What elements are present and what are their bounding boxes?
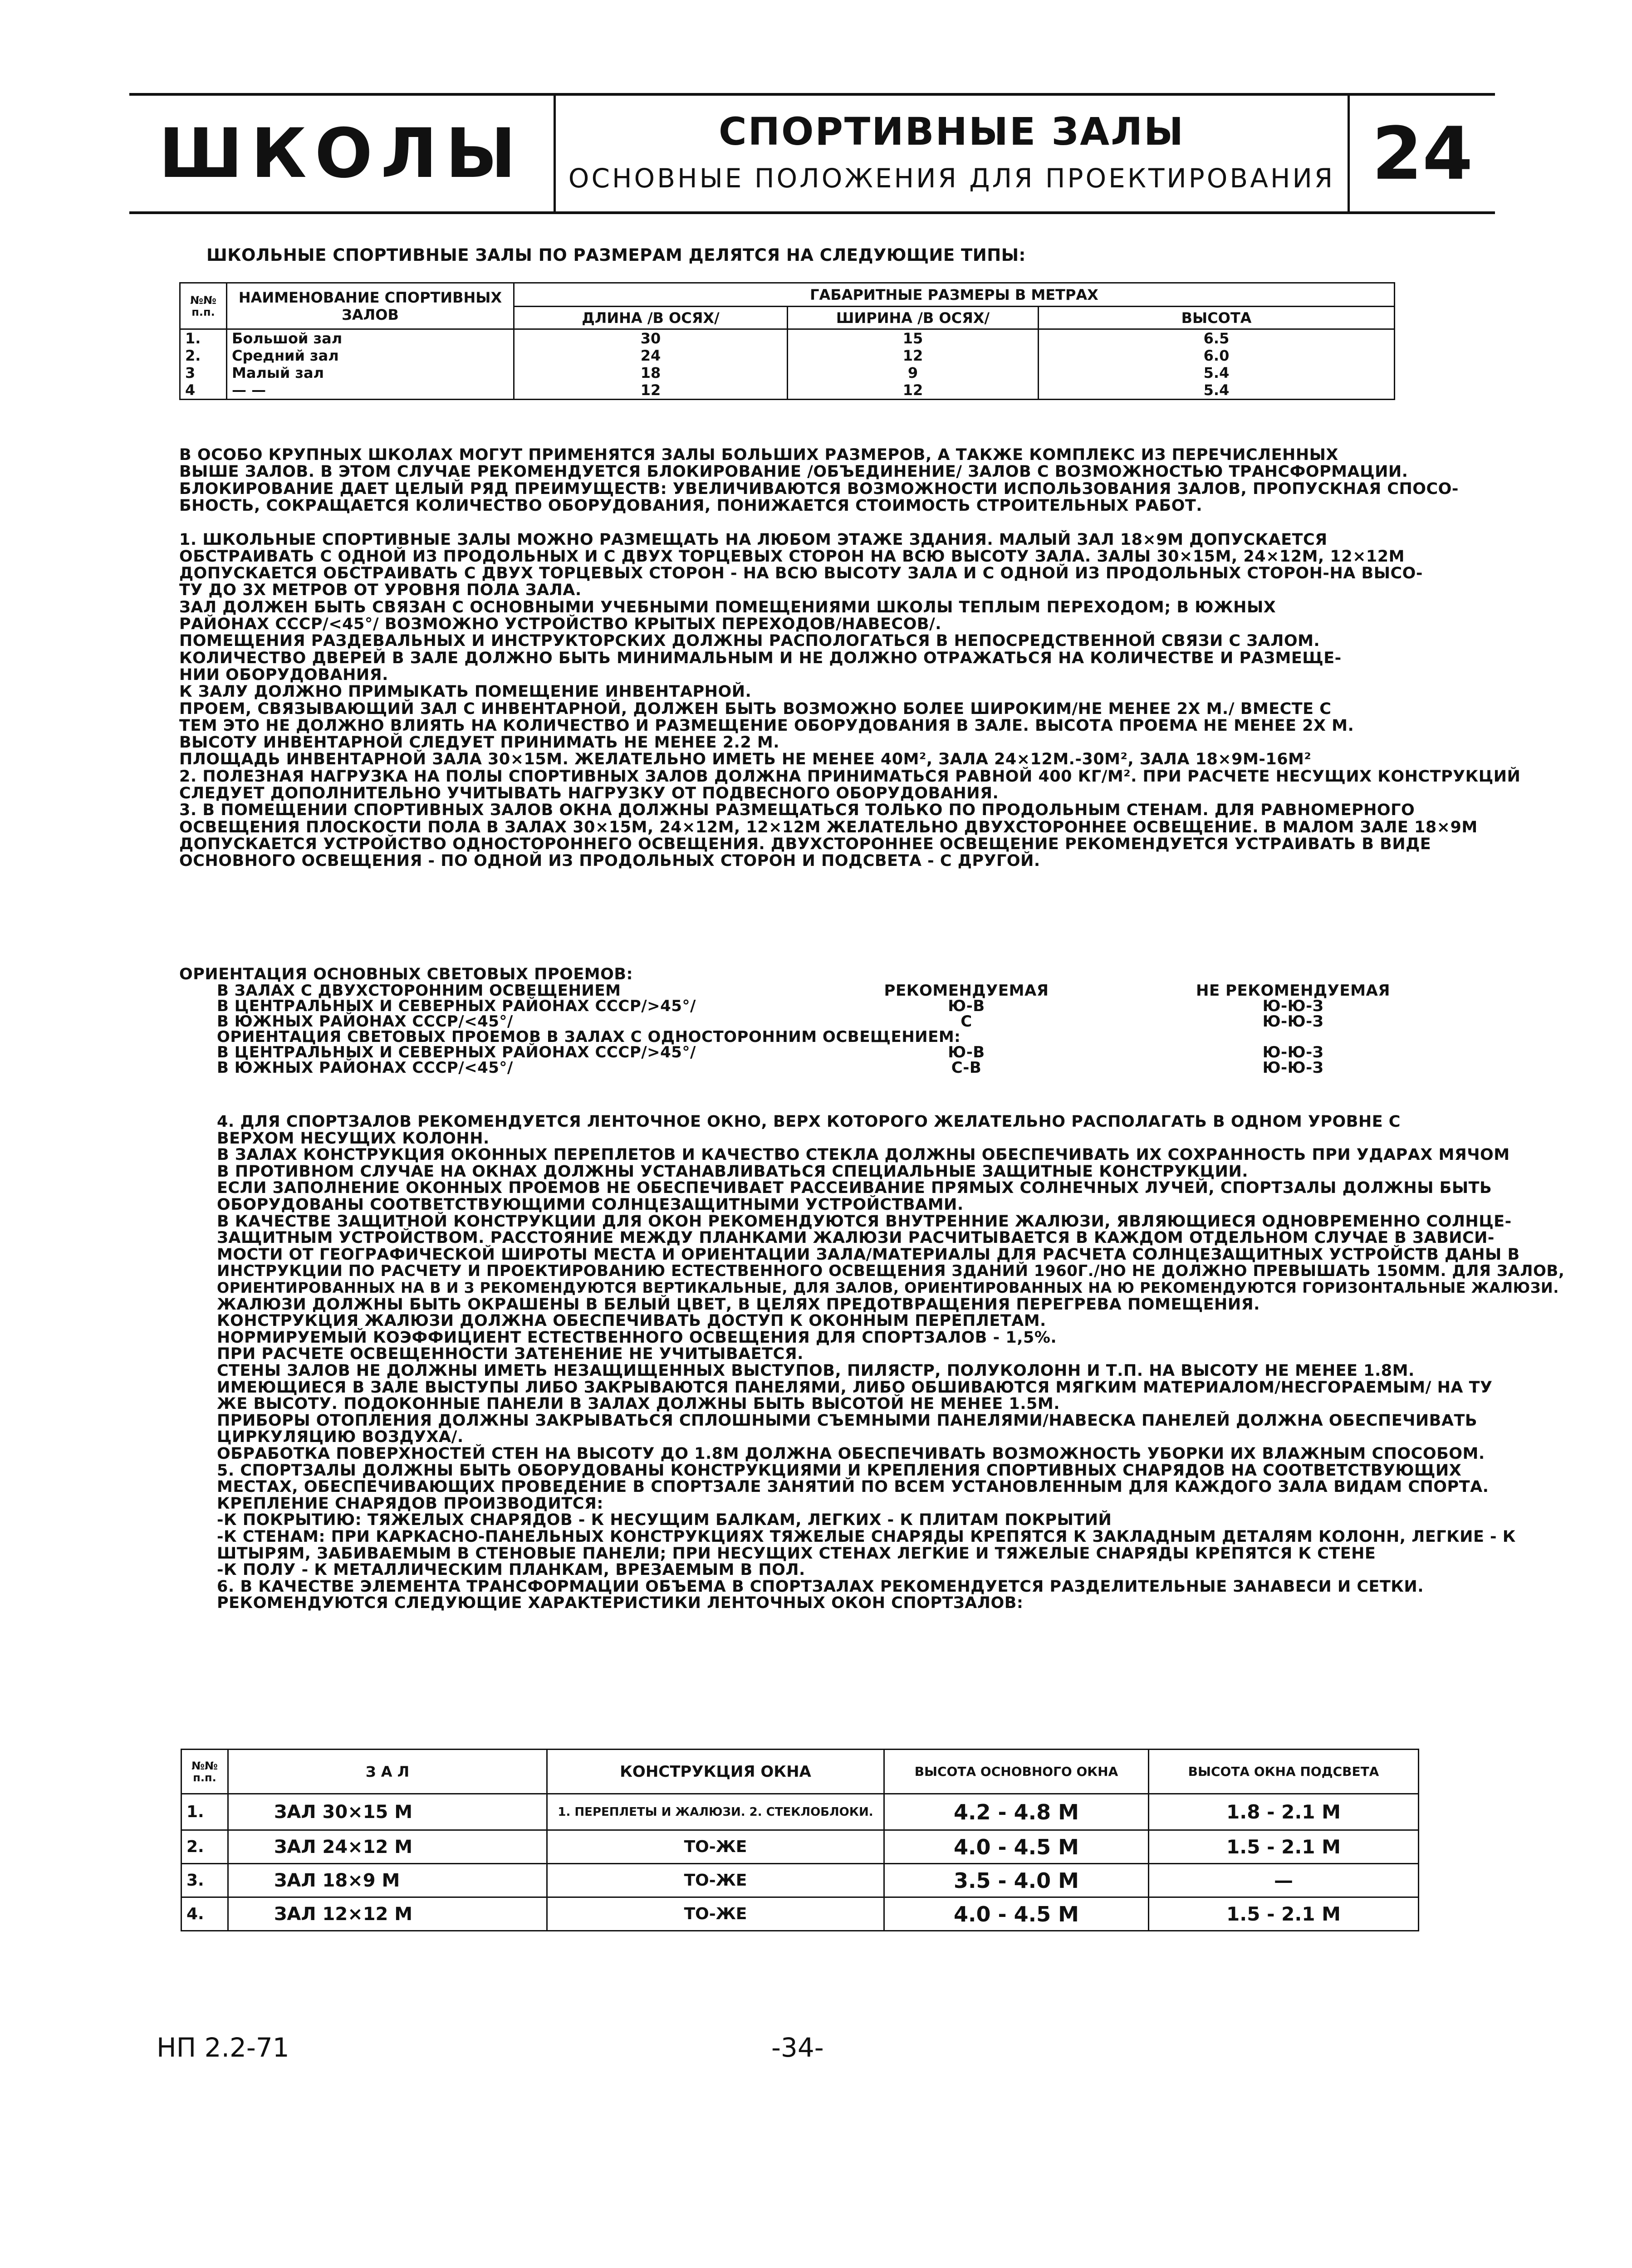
text-line: ПРИ РАСЧЕТЕ ОСВЕЩЕННОСТИ ЗАТЕНЕНИЕ НЕ УЧИТЫВАЕТСЯ. bbox=[217, 1345, 804, 1364]
cell-length: 24 bbox=[514, 347, 788, 364]
cell-main-height: 4.0 - 4.5 М bbox=[884, 1830, 1149, 1864]
col-header-length: ДЛИНА /В ОСЯХ/ bbox=[514, 307, 788, 329]
cell-length: 30 bbox=[514, 329, 788, 347]
orientation-cell: Ю-В bbox=[948, 997, 985, 1015]
cell-construction: ТО-ЖЕ bbox=[547, 1864, 884, 1897]
orientation-cell: В ЮЖНЫХ РАЙОНАХ СССР/<45°/ bbox=[217, 1059, 513, 1077]
text-line: 1. ШКОЛЬНЫЕ СПОРТИВНЫЕ ЗАЛЫ МОЖНО РАЗМЕЩАТЬ НА ЛЮБОМ ЭТАЖЕ ЗДАНИЯ. МАЛЫЙ ЗАЛ 18×9М ДОПУСКАЕТСЯ bbox=[179, 530, 1328, 549]
text-line: -К СТЕНАМ: ПРИ КАРКАСНО-ПАНЕЛЬНЫХ КОНСТРУКЦИЯХ ТЯЖЕЛЫЕ СНАРЯДЫ КРЕПЯТСЯ К ЗАКЛАДНЫМ ДЕТАЛЯМ КОЛОНН, ЛЕГКИЕ - К bbox=[217, 1528, 1516, 1546]
text-line: ОРИЕНТИРОВАННЫХ НА В И З РЕКОМЕНДУЮТСЯ ВЕРТИКАЛЬНЫЕ, ДЛЯ ЗАЛОВ, ОРИЕНТИРОВАННЫХ НА Ю РЕКОМЕНДУЮТСЯ ГОРИЗОНТАЛЬНЫЕ ЖАЛЮЗИ. bbox=[217, 1279, 1559, 1296]
cell-hall: ЗАЛ 18×9 М bbox=[228, 1864, 547, 1897]
text-line: В КАЧЕСТВЕ ЗАЩИТНОЙ КОНСТРУКЦИИ ДЛЯ ОКОН РЕКОМЕНДУЮТСЯ ВНУТРЕННИЕ ЖАЛЮЗИ, ЯВЛЯЮЩИЕСЯ ОДНОВРЕМЕННО СОЛНЦЕ- bbox=[217, 1212, 1512, 1231]
cell-sub-height: 1.5 - 2.1 М bbox=[1149, 1897, 1419, 1931]
text-line: ПЛОЩАДЬ ИНВЕНТАРНОЙ ЗАЛА 30×15М. ЖЕЛАТЕЛЬНО ИМЕТЬ НЕ МЕНЕЕ 40М², ЗАЛА 24×12М.-30М², ЗАЛА 18×9М-16М² bbox=[179, 750, 1312, 769]
cell-hall: ЗАЛ 30×15 М bbox=[228, 1794, 547, 1830]
col-header-height: ВЫСОТА bbox=[1039, 307, 1395, 329]
cell-length: 18 bbox=[514, 364, 788, 381]
col-header-group: ГАБАРИТНЫЕ РАЗМЕРЫ В МЕТРАХ bbox=[514, 283, 1395, 307]
orientation-cell: Ю-Ю-З bbox=[1262, 997, 1324, 1015]
text-line: 2. ПОЛЕЗНАЯ НАГРУЗКА НА ПОЛЫ СПОРТИВНЫХ ЗАЛОВ ДОЛЖНА ПРИНИМАТЬСЯ РАВНОЙ 400 КГ/М². ПРИ РАСЧЕТЕ НЕСУЩИХ КОНСТРУКЦИЙ bbox=[179, 767, 1521, 786]
orientation-cell: В ЮЖНЫХ РАЙОНАХ СССР/<45°/ bbox=[217, 1012, 513, 1031]
col-header-main-height: ВЫСОТА ОСНОВНОГО ОКНА bbox=[884, 1750, 1149, 1794]
orientation-cell: В ЦЕНТРАЛЬНЫХ И СЕВЕРНЫХ РАЙОНАХ СССР/>45°/ bbox=[217, 1043, 696, 1061]
orientation-cell: НЕ РЕКОМЕНДУЕМАЯ bbox=[1196, 982, 1390, 1000]
text-line: ВЕРХОМ НЕСУЩИХ КОЛОНН. bbox=[217, 1129, 490, 1148]
col-header-construction: КОНСТРУКЦИЯ ОКНА bbox=[547, 1750, 884, 1794]
intro-text: ШКОЛЬНЫЕ СПОРТИВНЫЕ ЗАЛЫ ПО РАЗМЕРАМ ДЕЛЯТСЯ НА СЛЕДУЮЩИЕ ТИПЫ: bbox=[206, 245, 1026, 265]
hall-types-table bbox=[179, 282, 1395, 400]
cell-num: 1. bbox=[180, 329, 227, 347]
cell-sub-height: — bbox=[1149, 1864, 1419, 1897]
text-line: ПРИБОРЫ ОТОПЛЕНИЯ ДОЛЖНЫ ЗАКРЫВАТЬСЯ СПЛОШНЫМИ СЪЕМНЫМИ ПАНЕЛЯМИ/НАВЕСКА ПАНЕЛЕЙ ДОЛЖНА ОБЕСПЕЧИВАТЬ bbox=[217, 1411, 1478, 1430]
col-header-num: №№ п.п. bbox=[181, 1750, 228, 1794]
title-block bbox=[129, 93, 1495, 214]
text-line: ОСНОВНОГО ОСВЕЩЕНИЯ - ПО ОДНОЙ ИЗ ПРОДОЛЬНЫХ СТОРОН И ПОДСВЕТА - С ДРУГОЙ. bbox=[179, 852, 1040, 870]
table-row bbox=[180, 381, 1395, 400]
orientation-cell: РЕКОМЕНДУЕМАЯ bbox=[884, 982, 1049, 1000]
orientation-cell: Ю-В bbox=[948, 1043, 985, 1061]
page-subtitle: ОСНОВНЫЕ ПОЛОЖЕНИЯ ДЛЯ ПРОЕКТИРОВАНИЯ bbox=[568, 163, 1335, 194]
table-row bbox=[181, 1897, 1419, 1931]
text-line: ЖЕ ВЫСОТУ. ПОДОКОННЫЕ ПАНЕЛИ В ЗАЛАХ ДОЛЖНЫ БЫТЬ ВЫСОТОЙ НЕ МЕНЕЕ 1.5М. bbox=[217, 1395, 1060, 1413]
text-line: ОБОРУДОВАНЫ СООТВЕТСТВУЮЩИМИ СОЛНЦЕЗАЩИТНЫМИ УСТРОЙСТВАМИ. bbox=[217, 1196, 964, 1214]
text-line: 3. В ПОМЕЩЕНИИ СПОРТИВНЫХ ЗАЛОВ ОКНА ДОЛЖНЫ РАЗМЕЩАТЬСЯ ТОЛЬКО ПО ПРОДОЛЬНЫМ СТЕНАМ. ДЛЯ РАВНОМЕРНОГО bbox=[179, 801, 1415, 820]
title-area bbox=[556, 96, 1348, 211]
text-line: ВЫШЕ ЗАЛОВ. В ЭТОМ СЛУЧАЕ РЕКОМЕНДУЕТСЯ БЛОКИРОВАНИЕ /ОБЪЕДИНЕНИЕ/ ЗАЛОВ С ВОЗМОЖНОСТЬЮ ТРАНСФОРМАЦИИ. bbox=[179, 463, 1408, 481]
orientation-cell: Ю-Ю-З bbox=[1262, 1043, 1324, 1061]
text-line: ШТЫРЯМ, ЗАБИВАЕМЫМ В СТЕНОВЫЕ ПАНЕЛИ; ПРИ НЕСУЩИХ СТЕНАХ ЛЕГКИЕ И ТЯЖЕЛЫЕ СНАРЯДЫ КРЕПЯТСЯ К СТЕНЕ bbox=[217, 1544, 1376, 1563]
col-header-name: НАИМЕНОВАНИЕ СПОРТИВНЫХ ЗАЛОВ bbox=[227, 283, 514, 329]
cell-name: Большой зал bbox=[227, 329, 514, 347]
cell-width: 15 bbox=[788, 329, 1039, 347]
window-characteristics-table bbox=[181, 1749, 1419, 1931]
cell-main-height: 3.5 - 4.0 М bbox=[884, 1864, 1149, 1897]
text-line: БЛОКИРОВАНИЕ ДАЕТ ЦЕЛЫЙ РЯД ПРЕИМУЩЕСТВ: УВЕЛИЧИВАЮТСЯ ВОЗМОЖНОСТИ ИСПОЛЬЗОВАНИЯ ЗАЛОВ, ПРОПУСКНАЯ СПОСО- bbox=[179, 479, 1459, 498]
orientation-cell: Ю-Ю-З bbox=[1262, 1012, 1324, 1031]
text-line: ИМЕЮЩИЕСЯ В ЗАЛЕ ВЫСТУПЫ ЛИБО ЗАКРЫВАЮТСЯ ПАНЕЛЯМИ, ЛИБО ОБШИВАЮТСЯ МЯГКИМ МАТЕРИАЛОМ/НЕСГОРАЕМЫМ/ НА ТУ bbox=[217, 1378, 1493, 1397]
cell-num: 2. bbox=[181, 1830, 228, 1864]
text-line: В ПРОТИВНОМ СЛУЧАЕ НА ОКНАХ ДОЛЖНЫ УСТАНАВЛИВАТЬСЯ СПЕЦИАЛЬНЫЕ ЗАЩИТНЫЕ КОНСТРУКЦИИ. bbox=[217, 1162, 1249, 1181]
cell-main-height: 4.2 - 4.8 М bbox=[884, 1794, 1149, 1830]
cell-length: 12 bbox=[514, 381, 788, 400]
text-line: 5. СПОРТЗАЛЫ ДОЛЖНЫ БЫТЬ ОБОРУДОВАНЫ КОНСТРУКЦИЯМИ И КРЕПЛЕНИЯ СПОРТИВНЫХ СНАРЯДОВ НА СООТВЕТСТВУЮЩИХ bbox=[217, 1461, 1462, 1480]
text-line: ОБРАБОТКА ПОВЕРХНОСТЕЙ СТЕН НА ВЫСОТУ ДО 1.8М ДОЛЖНА ОБЕСПЕЧИВАТЬ ВОЗМОЖНОСТЬ УБОРКИ ИХ ВЛАЖНЫМ СПОСОБОМ. bbox=[217, 1445, 1485, 1463]
orientation-title: ОРИЕНТАЦИЯ ОСНОВНЫХ СВЕТОВЫХ ПРОЕМОВ: bbox=[179, 965, 633, 983]
text-line: ЖАЛЮЗИ ДОЛЖНЫ БЫТЬ ОКРАШЕНЫ В БЕЛЫЙ ЦВЕТ, В ЦЕЛЯХ ПРЕДОТВРАЩЕНИЯ ПЕРЕГРЕВА ПОМЕЩЕНИЯ. bbox=[217, 1295, 1260, 1314]
text-line: ИНСТРУКЦИИ ПО РАСЧЕТУ И ПРОЕКТИРОВАНИЮ ЕСТЕСТВЕННОГО ОСВЕЩЕНИЯ ЗДАНИЙ 1960Г./НО НЕ ДОЛЖНО ПРЕВЫШАТЬ 150ММ. ДЛЯ ЗАЛОВ, bbox=[217, 1262, 1565, 1281]
table-row bbox=[181, 1794, 1419, 1830]
text-line: ЗАЩИТНЫМ УСТРОЙСТВОМ. РАССТОЯНИЕ МЕЖДУ ПЛАНКАМИ ЖАЛЮЗИ РАСЧИТЫВАЕТСЯ В КАЖДОМ ОТДЕЛЬНОМ СЛУЧАЕ В ЗАВИСИ- bbox=[217, 1229, 1495, 1247]
table-row bbox=[180, 329, 1395, 347]
text-line: В ЗАЛАХ КОНСТРУКЦИЯ ОКОННЫХ ПЕРЕПЛЕТОВ И КАЧЕСТВО СТЕКЛА ДОЛЖНЫ ОБЕСПЕЧИВАТЬ ИХ СОХРАННОСТЬ ПРИ УДАРАХ МЯЧОМ bbox=[217, 1146, 1510, 1164]
text-line: НОРМИРУЕМЫЙ КОЭФФИЦИЕНТ ЕСТЕСТВЕННОГО ОСВЕЩЕНИЯ ДЛЯ СПОРТЗАЛОВ - 1,5%. bbox=[217, 1328, 1057, 1347]
orientation-cell: В ЦЕНТРАЛЬНЫХ И СЕВЕРНЫХ РАЙОНАХ СССР/>45°/ bbox=[217, 997, 696, 1015]
orientation-cell: Ю-Ю-З bbox=[1262, 1059, 1324, 1077]
cell-num: 2. bbox=[180, 347, 227, 364]
cell-name: Средний зал bbox=[227, 347, 514, 364]
table-row bbox=[181, 1830, 1419, 1864]
text-line: БНОСТЬ, СОКРАЩАЕТСЯ КОЛИЧЕСТВО ОБОРУДОВАНИЯ, ПОНИЖАЕТСЯ СТОИМОСТЬ СТРОИТЕЛЬНЫХ РАБОТ. bbox=[179, 496, 1203, 515]
text-line: ЦИРКУЛЯЦИЮ ВОЗДУХА/. bbox=[217, 1428, 464, 1447]
cell-num: 4. bbox=[181, 1897, 228, 1931]
cell-height: 6.0 bbox=[1039, 347, 1395, 364]
text-line: КРЕПЛЕНИЕ СНАРЯДОВ ПРОИЗВОДИТСЯ: bbox=[217, 1494, 603, 1513]
text-line: В ОСОБО КРУПНЫХ ШКОЛАХ МОГУТ ПРИМЕНЯТСЯ ЗАЛЫ БОЛЬШИХ РАЗМЕРОВ, А ТАКЖЕ КОМПЛЕКС ИЗ ПЕРЕЧИСЛЕННЫХ bbox=[179, 446, 1338, 464]
page-number: -34- bbox=[771, 2032, 824, 2063]
text-line: ПОМЕЩЕНИЯ РАЗДЕВАЛЬНЫХ И ИНСТРУКТОРСКИХ ДОЛЖНЫ РАСПОЛОГАТЬСЯ В НЕПОСРЕДСТВЕННОЙ СВЯЗИ С ЗАЛОМ. bbox=[179, 632, 1320, 650]
text-line: ТЕМ ЭТО НЕ ДОЛЖНО ВЛИЯТЬ НА КОЛИЧЕСТВО И РАЗМЕЩЕНИЕ ОБОРУДОВАНИЯ В ЗАЛЕ. ВЫСОТА ПРОЕМА НЕ МЕНЕЕ 2Х М. bbox=[179, 716, 1354, 735]
document-code: НП 2.2-71 bbox=[157, 2032, 289, 2063]
col-header-num: №№ п.п. bbox=[180, 283, 227, 329]
text-line: 6. В КАЧЕСТВЕ ЭЛЕМЕНТА ТРАНСФОРМАЦИИ ОБЪЕМА В СПОРТЗАЛАХ РЕКОМЕНДУЕТСЯ РАЗДЕЛИТЕЛЬНЫЕ ЗАНАВЕСИ И СЕТКИ. bbox=[217, 1577, 1424, 1596]
cell-hall: ЗАЛ 12×12 М bbox=[228, 1897, 547, 1931]
text-line: МЕСТАХ, ОБЕСПЕЧИВАЮЩИХ ПРОВЕДЕНИЕ В СПОРТЗАЛЕ ЗАНЯТИЙ ПО ВСЕМ УСТАНОВЛЕННЫМ ДЛЯ КАЖДОГО ЗАЛА ВИДАМ СПОРТА. bbox=[217, 1478, 1489, 1496]
text-line: -К ПОЛУ - К МЕТАЛЛИЧЕСКИМ ПЛАНКАМ, ВРЕЗАЕМЫМ В ПОЛ. bbox=[217, 1561, 805, 1579]
cell-num: 4 bbox=[180, 381, 227, 400]
cell-height: 6.5 bbox=[1039, 329, 1395, 347]
cell-sub-height: 1.8 - 2.1 М bbox=[1149, 1794, 1419, 1830]
text-line: РАЙОНАХ СССР/<45°/ ВОЗМОЖНО УСТРОЙСТВО КРЫТЫХ ПЕРЕХОДОВ/НАВЕСОВ/. bbox=[179, 615, 942, 633]
cell-construction: 1. ПЕРЕПЛЕТЫ И ЖАЛЮЗИ. 2. СТЕКЛОБЛОКИ. bbox=[547, 1794, 884, 1830]
text-line: СТЕНЫ ЗАЛОВ НЕ ДОЛЖНЫ ИМЕТЬ НЕЗАЩИЩЕННЫХ ВЫСТУПОВ, ПИЛЯСТР, ПОЛУКОЛОНН И Т.П. НА ВЫСОТУ НЕ МЕНЕЕ 1.8М. bbox=[217, 1362, 1415, 1380]
orientation-cell: С-В bbox=[951, 1059, 982, 1077]
page-title: СПОРТИВНЫЕ ЗАЛЫ bbox=[719, 109, 1185, 154]
text-line: ДОПУСКАЕТСЯ УСТРОЙСТВО ОДНОСТОРОННЕГО ОСВЕЩЕНИЯ. ДВУХСТОРОННЕЕ ОСВЕЩЕНИЕ РЕКОМЕНДУЕТСЯ УСТРАИВАТЬ В ВИДЕ bbox=[179, 835, 1431, 853]
section-name: ШКОЛЫ bbox=[158, 114, 524, 193]
orientation-cell: В ЗАЛАХ С ДВУХСТОРОННИМ ОСВЕЩЕНИЕМ bbox=[217, 982, 621, 1000]
cell-num: 3 bbox=[180, 364, 227, 381]
orientation-cell: С bbox=[961, 1012, 972, 1031]
col-header-hall: З А Л bbox=[228, 1750, 547, 1794]
cell-hall: ЗАЛ 24×12 М bbox=[228, 1830, 547, 1864]
orientation-cell: ОРИЕНТАЦИЯ СВЕТОВЫХ ПРОЕМОВ В ЗАЛАХ С ОДНОСТОРОННИМ ОСВЕЩЕНИЕМ: bbox=[217, 1028, 961, 1046]
cell-sub-height: 1.5 - 2.1 М bbox=[1149, 1830, 1419, 1864]
cell-name: — — bbox=[227, 381, 514, 400]
cell-width: 12 bbox=[788, 381, 1039, 400]
cell-main-height: 4.0 - 4.5 М bbox=[884, 1897, 1149, 1931]
text-line: ТУ ДО 3Х МЕТРОВ ОТ УРОВНЯ ПОЛА ЗАЛА. bbox=[179, 581, 582, 600]
text-line: -К ПОКРЫТИЮ: ТЯЖЕЛЫХ СНАРЯДОВ - К НЕСУЩИМ БАЛКАМ, ЛЕГКИХ - К ПЛИТАМ ПОКРЫТИЙ bbox=[217, 1511, 1112, 1530]
text-line: КОЛИЧЕСТВО ДВЕРЕЙ В ЗАЛЕ ДОЛЖНО БЫТЬ МИНИМАЛЬНЫМ И НЕ ДОЛЖНО ОТРАЖАТЬСЯ НА КОЛИЧЕСТВЕ И РАЗМЕЩЕ- bbox=[179, 649, 1342, 667]
text-line: ЗАЛ ДОЛЖЕН БЫТЬ СВЯЗАН С ОСНОВНЫМИ УЧЕБНЫМИ ПОМЕЩЕНИЯМИ ШКОЛЫ ТЕПЛЫМ ПЕРЕХОДОМ; В ЮЖНЫХ bbox=[179, 598, 1276, 616]
col-header-sub-height: ВЫСОТА ОКНА ПОДСВЕТА bbox=[1149, 1750, 1419, 1794]
cell-height: 5.4 bbox=[1039, 381, 1395, 400]
text-line: ОБСТРАИВАТЬ С ОДНОЙ ИЗ ПРОДОЛЬНЫХ И С ДВУХ ТОРЦЕВЫХ СТОРОН НА ВСЮ ВЫСОТУ ЗАЛА. ЗАЛЫ 30×15М, 24×12М, 12×12М bbox=[179, 547, 1405, 566]
text-line: 4. ДЛЯ СПОРТЗАЛОВ РЕКОМЕНДУЕТСЯ ЛЕНТОЧНОЕ ОКНО, ВЕРХ КОТОРОГО ЖЕЛАТЕЛЬНО РАСПОЛАГАТЬ В ОДНОМ УРОВНЕ С bbox=[217, 1113, 1401, 1131]
table-row bbox=[180, 364, 1395, 381]
text-line: СЛЕДУЕТ ДОПОЛНИТЕЛЬНО УЧИТЫВАТЬ НАГРУЗКУ ОТ ПОДВЕСНОГО ОБОРУДОВАНИЯ. bbox=[179, 784, 999, 802]
cell-construction: ТО-ЖЕ bbox=[547, 1897, 884, 1931]
sheet-number: 24 bbox=[1372, 111, 1473, 196]
text-line: ОСВЕЩЕНИЯ ПЛОСКОСТИ ПОЛА В ЗАЛАХ 30×15М, 24×12М, 12×12М ЖЕЛАТЕЛЬНО ДВУХСТОРОННЕЕ ОСВЕЩЕНИЕ. В МАЛОМ ЗАЛЕ 18×9М bbox=[179, 818, 1478, 836]
text-line: ПРОЕМ, СВЯЗЫВАЮЩИЙ ЗАЛ С ИНВЕНТАРНОЙ, ДОЛЖЕН БЫТЬ ВОЗМОЖНО БОЛЕЕ ШИРОКИМ/НЕ МЕНЕЕ 2Х М./ ВМЕСТЕ С bbox=[179, 699, 1332, 718]
col-header-width: ШИРИНА /В ОСЯХ/ bbox=[788, 307, 1039, 329]
text-line: КОНСТРУКЦИЯ ЖАЛЮЗИ ДОЛЖНА ОБЕСПЕЧИВАТЬ ДОСТУП К ОКОННЫМ ПЕРЕПЛЕТАМ. bbox=[217, 1312, 1046, 1330]
text-line: ВЫСОТУ ИНВЕНТАРНОЙ СЛЕДУЕТ ПРИНИМАТЬ НЕ МЕНЕЕ 2.2 М. bbox=[179, 733, 780, 752]
cell-width: 12 bbox=[788, 347, 1039, 364]
cell-name: Малый зал bbox=[227, 364, 514, 381]
text-line: ЕСЛИ ЗАПОЛНЕНИЕ ОКОННЫХ ПРОЕМОВ НЕ ОБЕСПЕЧИВАЕТ РАССЕИВАНИЕ ПРЯМЫХ СОЛНЕЧНЫХ ЛУЧЕЙ, СПОРТЗАЛЫ ДОЛЖНЫ БЫТЬ bbox=[217, 1179, 1492, 1198]
text-line: ДОПУСКАЕТСЯ ОБСТРАИВАТЬ С ДВУХ ТОРЦЕВЫХ СТОРОН - НА ВСЮ ВЫСОТУ ЗАЛА И С ОДНОЙ ИЗ ПРОДОЛЬНЫХ СТОРОН-НА ВЫСО- bbox=[179, 564, 1423, 583]
text-line: МОСТИ ОТ ГЕОГРАФИЧЕСКОЙ ШИРОТЫ МЕСТА И ОРИЕНТАЦИИ ЗАЛА/МАТЕРИАЛЫ ДЛЯ РАСЧЕТА СОЛНЦЕЗАЩИТНЫХ УСТРОЙСТВ ДАНЫ В bbox=[217, 1245, 1520, 1264]
table-row bbox=[180, 347, 1395, 364]
cell-width: 9 bbox=[788, 364, 1039, 381]
text-line: К ЗАЛУ ДОЛЖНО ПРИМЫКАТЬ ПОМЕЩЕНИЕ ИНВЕНТАРНОЙ. bbox=[179, 683, 752, 701]
cell-num: 1. bbox=[181, 1794, 228, 1830]
cell-height: 5.4 bbox=[1039, 364, 1395, 381]
cell-num: 3. bbox=[181, 1864, 228, 1897]
text-line: РЕКОМЕНДУЮТСЯ СЛЕДУЮЩИЕ ХАРАКТЕРИСТИКИ ЛЕНТОЧНЫХ ОКОН СПОРТЗАЛОВ: bbox=[217, 1594, 1024, 1613]
text-line: НИИ ОБОРУДОВАНИЯ. bbox=[179, 665, 388, 684]
table-row bbox=[181, 1864, 1419, 1897]
cell-construction: ТО-ЖЕ bbox=[547, 1830, 884, 1864]
